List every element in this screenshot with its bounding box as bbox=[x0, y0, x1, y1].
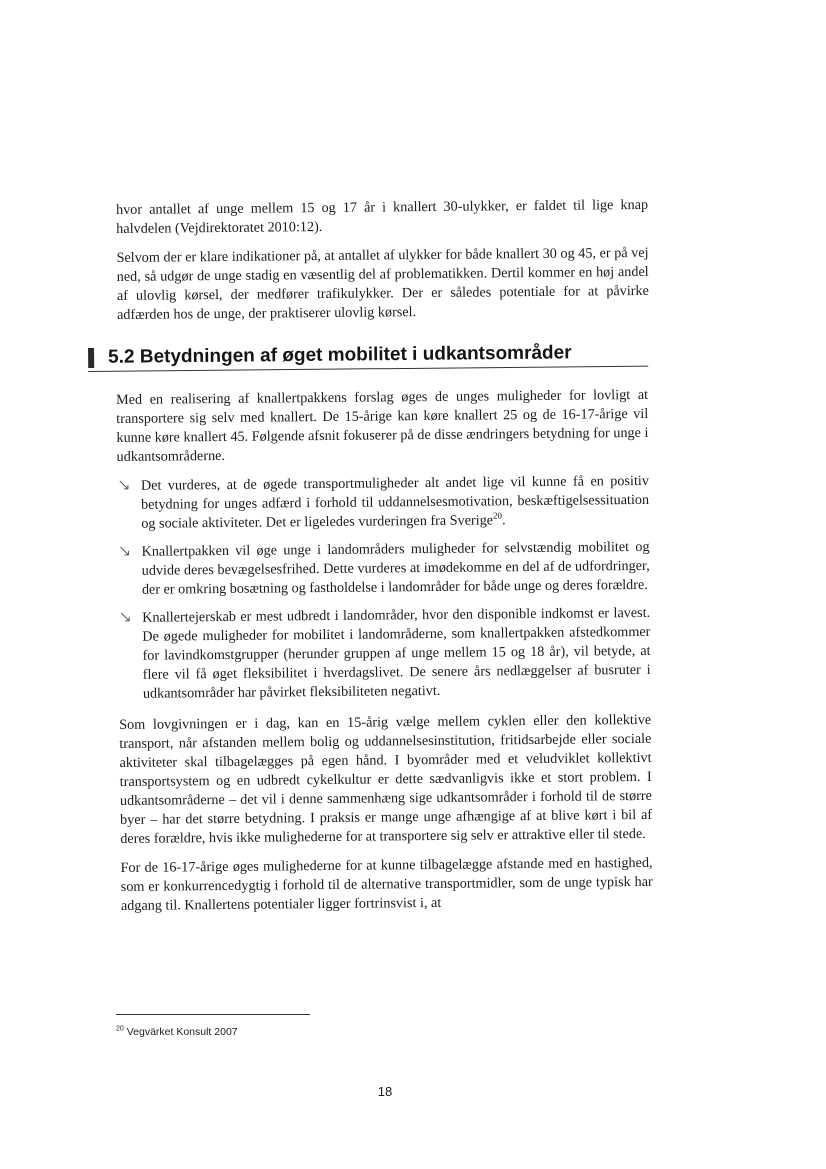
arrow-bullet-icon bbox=[119, 545, 131, 557]
arrow-bullet-icon bbox=[120, 611, 132, 623]
bullet-text-suffix: . bbox=[501, 512, 506, 529]
page-number: 18 bbox=[377, 1084, 393, 1099]
section-body bbox=[116, 386, 653, 926]
bullet-list bbox=[117, 472, 651, 704]
bullet-text: Knallertejerskab er mest udbredt i landområder, hvor den disponible indkomst er lavest. De øgede muligheder for mobilitet i landområderne, som knallertpakken afstedkommer for lavindkomstgrupper (herunder gruppen af unge mellem 15 og 18 år), vil betyde, at flere vil få øget fleksibilitet i hverdagslivet. De senere års nedlæggelser af busruter i udkantsområder har påvirket fleksibiliteten negativt. bbox=[142, 604, 651, 702]
list-item bbox=[117, 472, 650, 534]
paragraph: Med en realisering af knallertpakkens forslag øges de unges muligheder for lovligt at transportere sig selv med knallert. De 15-årige kan køre knallert 25 og de 16-17-årige vil kunne køre knallert 45. Følgende afsnit fokuserer på de disse ændringers betydning for unge i udkantsområderne. bbox=[116, 386, 649, 465]
footnote-ref: 20 bbox=[492, 510, 503, 521]
bullet-text: Knallertpakken vil øge unge i landområders muligheder for selvstændig mobilitet og udvide deres bevægelsesfrihed. Dette vurderes at imødekomme en del af de udfordringer, der er omkring bosætning og fastholdelse i landområder for både unge og deres forældre. bbox=[141, 538, 650, 598]
intro-text bbox=[116, 196, 649, 335]
list-item bbox=[118, 604, 651, 704]
paragraph: For de 16-17-årige øges mulighederne for at kunne tilbagelægge afstande med en hastighed, som er konkurrencedygtig i forhold til de alternative transportmidler, som de unge typisk har adgang til. Knallertens potentialer ligger fortrinsvist i, at bbox=[120, 854, 653, 914]
footnote-number: 20 bbox=[116, 1025, 124, 1033]
paragraph: Selvom der er klare indikationer på, at antallet af ulykker for både knallert 30 og 45, er på vej ned, så udgør de unge stadig en væsentlig del af problematikken. Dertil kommer en høj andel af ulovlig kørsel, der medfører trafikulykker. Der er således potentiale for at påvirke adfærden hos de unge, der praktiserer ulovlig kørsel. bbox=[116, 244, 649, 323]
bullet-text: Det vurderes, at de øgede transportmuligheder alt andet lige vil kunne få en positiv betydning for unges adfærd i forhold til uddannelsesmotivation, beskæftigelsessituation og sociale aktiviteter. Det er ligeledes vurderingen fra Sverige bbox=[140, 472, 650, 532]
footnote bbox=[116, 1026, 238, 1038]
section-heading bbox=[88, 341, 648, 372]
footnote-divider bbox=[116, 1014, 310, 1015]
list-item bbox=[117, 538, 650, 600]
paragraph: Som lovgivningen er i dag, kan en 15-årig vælge mellem cyklen eller den kollektive transport, når afstanden mellem bolig og uddannelsesinstitution, fritidsarbejde eller sociale aktiviteter skal tilbagelægges på egen hånd. I byområder med et veludviklet kollektivt transportsystem og en udbredt cykelkultur er dette sædvanligvis ikke et stort problem. I udkantsområderne – det vil i denne sammenhæng sige udkantsområder i forhold til de større byer – har det større betydning. I praksis er mange unge afhængige af at blive kørt i bil af deres forældre, hvis ikke mulighederne for at transportere sig selv er attraktive eller til stede. bbox=[119, 711, 653, 847]
heading-marker-bar bbox=[88, 348, 94, 368]
arrow-bullet-icon bbox=[119, 479, 131, 491]
paragraph: hvor antallet af unge mellem 15 og 17 år i knallert 30-ulykker, er faldet til lige knap halvdelen (Vejdirektoratet 2010:12). bbox=[116, 196, 649, 237]
footnote-text: Vegvärket Konsult 2007 bbox=[123, 1026, 238, 1038]
section-title: 5.2 Betydningen af øget mobilitet i udkantsområder bbox=[88, 341, 648, 372]
